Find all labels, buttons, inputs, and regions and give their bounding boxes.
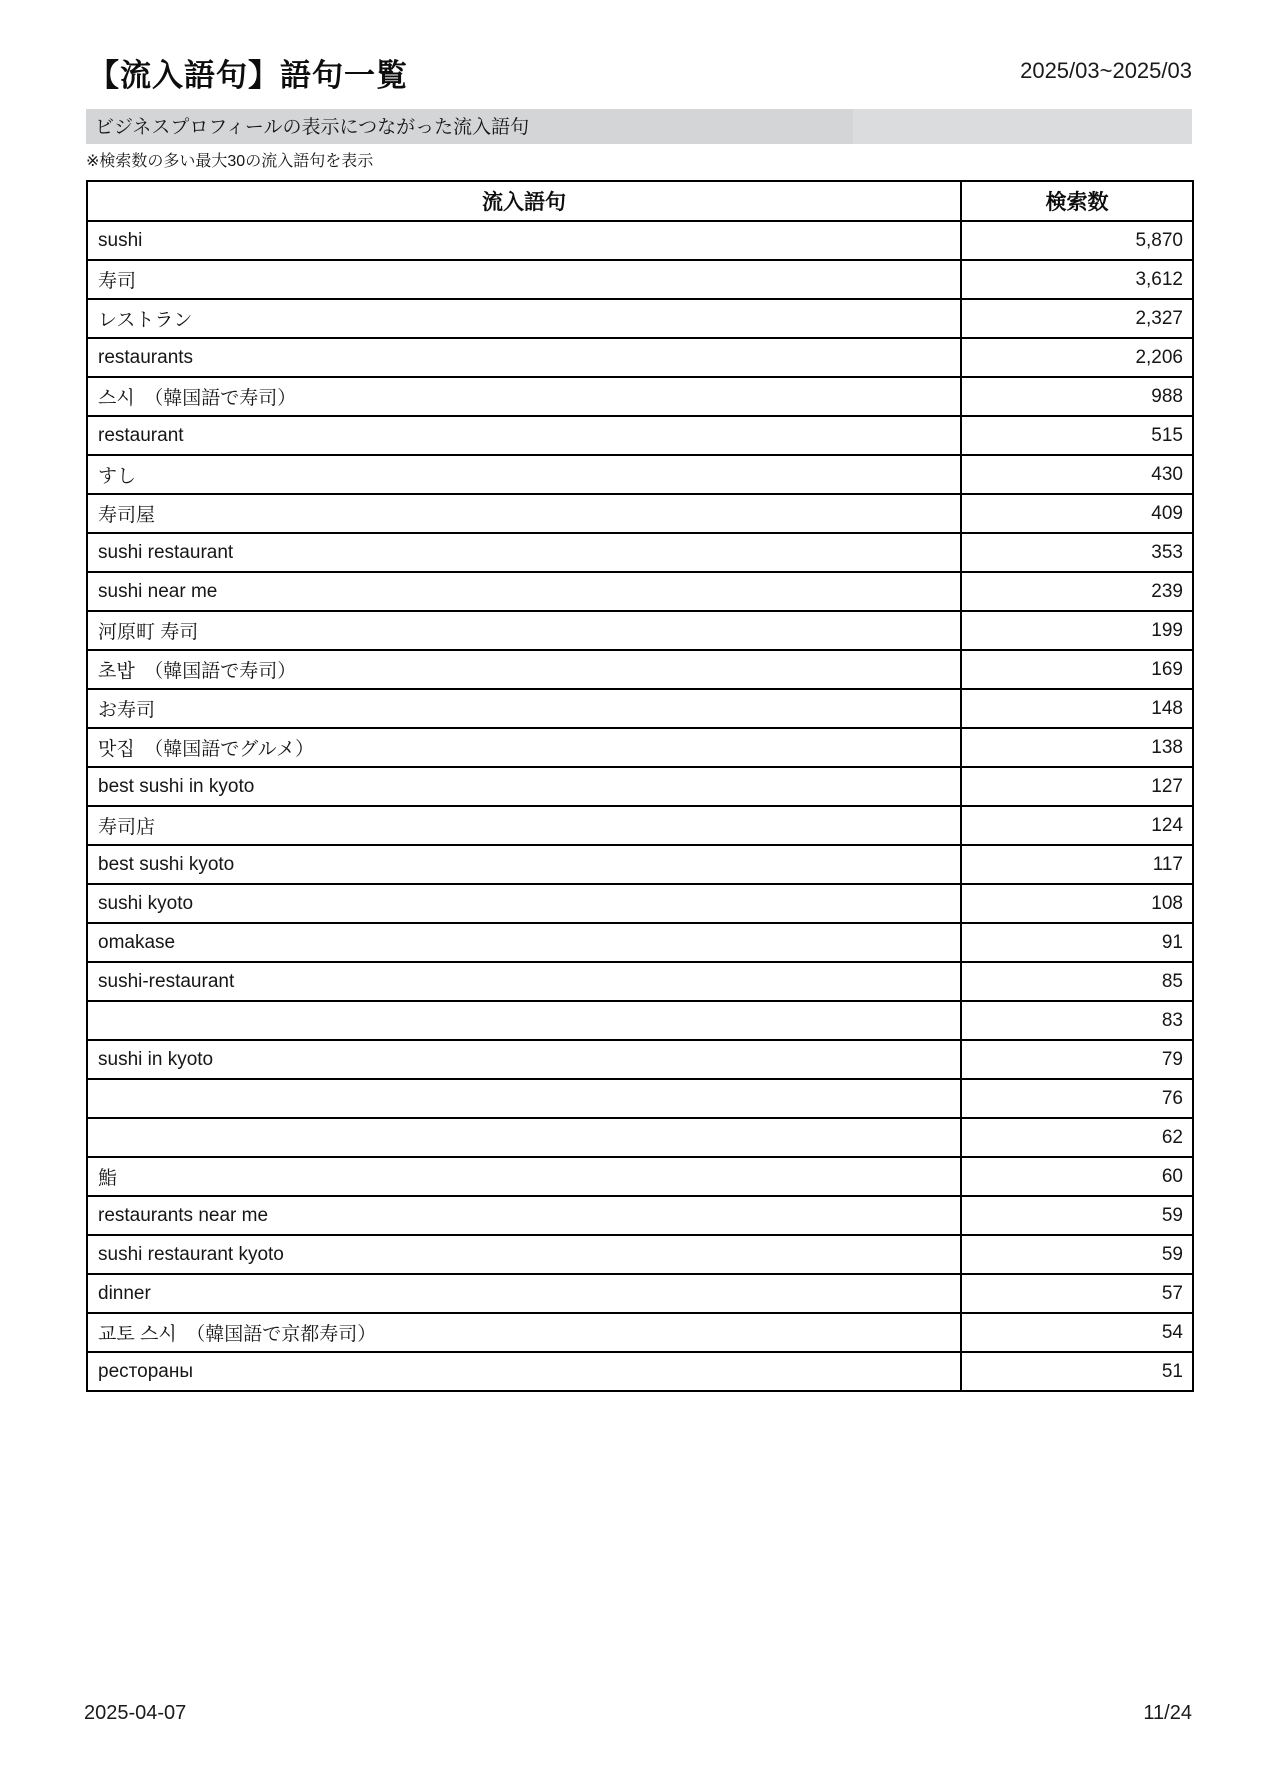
column-header-count: 検索数 <box>961 181 1193 221</box>
table-row <box>87 494 1193 533</box>
term-cell: 寿司店 <box>87 806 961 845</box>
count-cell: 409 <box>961 494 1193 533</box>
table-row <box>87 923 1193 962</box>
count-cell: 108 <box>961 884 1193 923</box>
count-cell: 59 <box>961 1196 1193 1235</box>
count-cell: 148 <box>961 689 1193 728</box>
term-cell: お寿司 <box>87 689 961 728</box>
term-cell: best sushi in kyoto <box>87 767 961 806</box>
report-period: 2025/03~2025/03 <box>1020 58 1192 83</box>
count-cell: 2,327 <box>961 299 1193 338</box>
footer-date: 2025-04-07 <box>84 1702 187 1724</box>
term-cell: sushi in kyoto <box>87 1040 961 1079</box>
term-cell: restaurant <box>87 416 961 455</box>
section-header-label: ビジネスプロフィールの表示につながった流入語句 <box>95 117 530 138</box>
count-cell: 85 <box>961 962 1193 1001</box>
table-row <box>87 1157 1193 1196</box>
term-cell: sushi <box>87 221 961 260</box>
term-cell: sushi restaurant <box>87 533 961 572</box>
table-row <box>87 1001 1193 1040</box>
table-row <box>87 455 1193 494</box>
term-cell: 寿司 <box>87 260 961 299</box>
term-cell: 鮨 <box>87 1157 961 1196</box>
count-cell: 51 <box>961 1352 1193 1391</box>
term-cell: sushi restaurant kyoto <box>87 1235 961 1274</box>
table-row <box>87 1040 1193 1079</box>
count-cell: 76 <box>961 1079 1193 1118</box>
term-cell: best sushi kyoto <box>87 845 961 884</box>
count-cell: 988 <box>961 377 1193 416</box>
count-cell: 83 <box>961 1001 1193 1040</box>
count-cell: 60 <box>961 1157 1193 1196</box>
term-cell: restaurants near me <box>87 1196 961 1235</box>
term-cell <box>87 1001 961 1040</box>
term-cell: すし <box>87 455 961 494</box>
table-row <box>87 884 1193 923</box>
term-cell: omakase <box>87 923 961 962</box>
term-cell: 스시 （韓国語で寿司） <box>87 377 961 416</box>
count-cell: 3,612 <box>961 260 1193 299</box>
count-cell: 239 <box>961 572 1193 611</box>
table-row <box>87 1196 1193 1235</box>
count-cell: 54 <box>961 1313 1193 1352</box>
table-row <box>87 416 1193 455</box>
count-cell: 2,206 <box>961 338 1193 377</box>
term-cell: dinner <box>87 1274 961 1313</box>
term-cell <box>87 1118 961 1157</box>
footer-page-number: 11/24 <box>1143 1702 1192 1724</box>
count-cell: 91 <box>961 923 1193 962</box>
term-cell: restaurants <box>87 338 961 377</box>
table-row <box>87 299 1193 338</box>
section-header-bar <box>86 109 1192 144</box>
term-cell: 河原町 寿司 <box>87 611 961 650</box>
table-row <box>87 338 1193 377</box>
table-row <box>87 611 1193 650</box>
table-row <box>87 1313 1193 1352</box>
count-cell: 124 <box>961 806 1193 845</box>
table-row <box>87 845 1193 884</box>
table-row <box>87 377 1193 416</box>
count-cell: 117 <box>961 845 1193 884</box>
count-cell: 353 <box>961 533 1193 572</box>
term-cell: 교토 스시 （韓国語で京都寿司） <box>87 1313 961 1352</box>
count-cell: 59 <box>961 1235 1193 1274</box>
table-row <box>87 689 1193 728</box>
count-cell: 79 <box>961 1040 1193 1079</box>
term-cell: 寿司屋 <box>87 494 961 533</box>
table-row <box>87 1235 1193 1274</box>
table-row <box>87 806 1193 845</box>
table-row <box>87 1352 1193 1391</box>
table-row <box>87 1274 1193 1313</box>
count-cell: 5,870 <box>961 221 1193 260</box>
term-cell: sushi near me <box>87 572 961 611</box>
term-cell: sushi-restaurant <box>87 962 961 1001</box>
table-row <box>87 650 1193 689</box>
table-row <box>87 1118 1193 1157</box>
count-cell: 515 <box>961 416 1193 455</box>
table-note: ※検索数の多い最大30の流入語句を表示 <box>86 153 374 170</box>
column-header-term: 流入語句 <box>87 181 961 221</box>
term-cell: рестораны <box>87 1352 961 1391</box>
table-row <box>87 221 1193 260</box>
table-row <box>87 533 1193 572</box>
count-cell: 57 <box>961 1274 1193 1313</box>
term-cell <box>87 1079 961 1118</box>
term-cell: 초밥 （韓国語で寿司） <box>87 650 961 689</box>
term-cell: レストラン <box>87 299 961 338</box>
table-row <box>87 260 1193 299</box>
count-cell: 169 <box>961 650 1193 689</box>
inflow-terms-table <box>86 180 1194 1392</box>
table-row <box>87 1079 1193 1118</box>
count-cell: 62 <box>961 1118 1193 1157</box>
count-cell: 138 <box>961 728 1193 767</box>
table-header-row <box>87 181 1193 221</box>
page-title: 【流入語句】語句一覧 <box>88 58 408 93</box>
table-row <box>87 728 1193 767</box>
section-header-bar-shade <box>853 109 1192 144</box>
term-cell: 맛집 （韓国語でグルメ） <box>87 728 961 767</box>
table-row <box>87 572 1193 611</box>
count-cell: 127 <box>961 767 1193 806</box>
term-cell: sushi kyoto <box>87 884 961 923</box>
table-row <box>87 767 1193 806</box>
count-cell: 430 <box>961 455 1193 494</box>
count-cell: 199 <box>961 611 1193 650</box>
table-row <box>87 962 1193 1001</box>
